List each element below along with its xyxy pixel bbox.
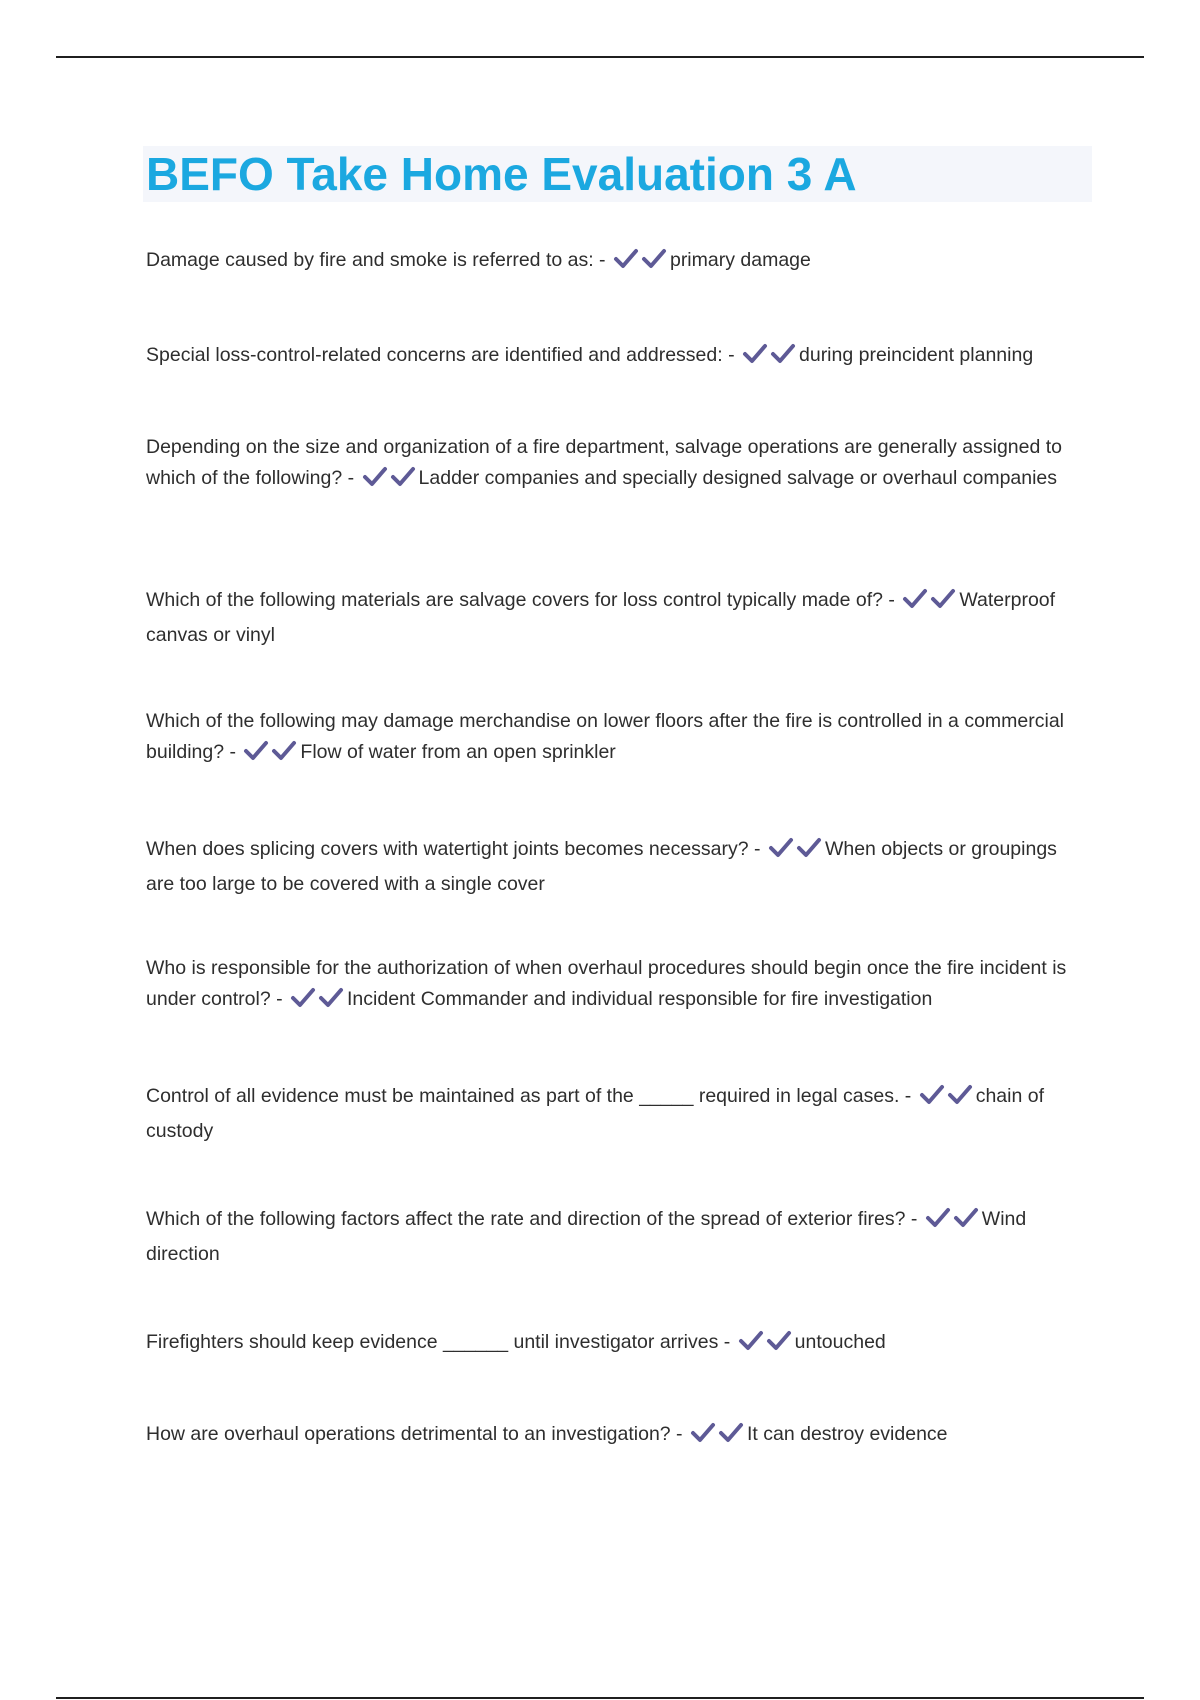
question-text: When does splicing covers with watertight joints becomes necessary? - <box>146 838 761 860</box>
answer-text: It can destroy evidence <box>746 1423 948 1445</box>
answer-text: Ladder companies and specially designed salvage or overhaul companies <box>418 467 1058 489</box>
check-icon <box>290 987 316 1019</box>
qa-item <box>146 706 1086 772</box>
check-icon <box>953 1207 979 1239</box>
check-icon <box>768 837 794 869</box>
check-icon <box>641 248 667 280</box>
document-title: BEFO Take Home Evaluation 3 A <box>146 148 857 200</box>
check-icon <box>796 837 822 869</box>
double-check-icon <box>241 737 297 772</box>
answer-text: during preincident planning <box>799 344 1034 366</box>
double-check-icon <box>288 984 344 1019</box>
check-icon <box>770 343 796 375</box>
check-icon <box>902 588 928 620</box>
question-text: Which of the following materials are salvage covers for loss control typically made of? - <box>146 589 895 611</box>
answer-text: chain of custody <box>146 1085 1045 1142</box>
answer-text: Flow of water from an open sprinkler <box>300 741 616 763</box>
question-text: Damage caused by fire and smoke is referred to as: - <box>146 249 606 271</box>
check-icon <box>930 588 956 620</box>
check-icon <box>318 987 344 1019</box>
double-check-icon <box>766 834 822 869</box>
answer-text: Waterproof canvas or vinyl <box>146 589 1056 646</box>
check-icon <box>742 343 768 375</box>
bottom-rule <box>56 1697 1144 1699</box>
question-text: Firefighters should keep evidence ______ until investigator arrives - <box>146 1331 731 1353</box>
question-text: Which of the following factors affect the rate and direction of the spread of exterior fires? - <box>146 1208 918 1230</box>
check-icon <box>766 1330 792 1362</box>
qa-item <box>146 1081 1086 1147</box>
double-check-icon <box>736 1327 792 1362</box>
qa-item <box>146 1204 1086 1270</box>
check-icon <box>243 740 269 772</box>
answer-text: untouched <box>794 1331 886 1353</box>
double-check-icon <box>923 1204 979 1239</box>
check-icon <box>271 740 297 772</box>
question-text: Special loss-control-related concerns are identified and addressed: - <box>146 344 735 366</box>
answer-text: primary damage <box>669 249 811 271</box>
check-icon <box>919 1084 945 1116</box>
check-icon <box>613 248 639 280</box>
double-check-icon <box>611 245 667 280</box>
question-text: How are overhaul operations detrimental to an investigation? - <box>146 1423 683 1445</box>
check-icon <box>925 1207 951 1239</box>
qa-item <box>146 245 1086 280</box>
qa-item <box>146 953 1086 1019</box>
qa-item <box>146 585 1086 651</box>
check-icon <box>690 1422 716 1454</box>
qa-item <box>146 340 1086 375</box>
check-icon <box>947 1084 973 1116</box>
question-text: Which of the following may damage merchandise on lower floors after the fire is controlled in a commercial building? - <box>146 710 1064 763</box>
double-check-icon <box>740 340 796 375</box>
check-icon <box>718 1422 744 1454</box>
double-check-icon <box>917 1081 973 1116</box>
question-text: Depending on the size and organization of a fire department, salvage operations are generally assigned to which of the following? - <box>146 436 1063 489</box>
check-icon <box>362 466 388 498</box>
double-check-icon <box>688 1419 744 1454</box>
qa-item <box>146 1419 1086 1454</box>
question-text: Who is responsible for the authorization of when overhaul procedures should begin once the fire incident is under control? - <box>146 957 1067 1010</box>
double-check-icon <box>360 463 416 498</box>
check-icon <box>738 1330 764 1362</box>
question-text: Control of all evidence must be maintained as part of the _____ required in legal cases. - <box>146 1085 912 1107</box>
qa-item <box>146 1327 1086 1362</box>
answer-text: When objects or groupings are too large to be covered with a single cover <box>146 838 1057 895</box>
double-check-icon <box>900 585 956 620</box>
answer-text: Incident Commander and individual responsible for fire investigation <box>347 988 933 1010</box>
top-rule <box>56 56 1144 58</box>
answer-text: Wind direction <box>146 1208 1027 1265</box>
qa-item <box>146 432 1086 498</box>
check-icon <box>390 466 416 498</box>
qa-item <box>146 834 1086 900</box>
